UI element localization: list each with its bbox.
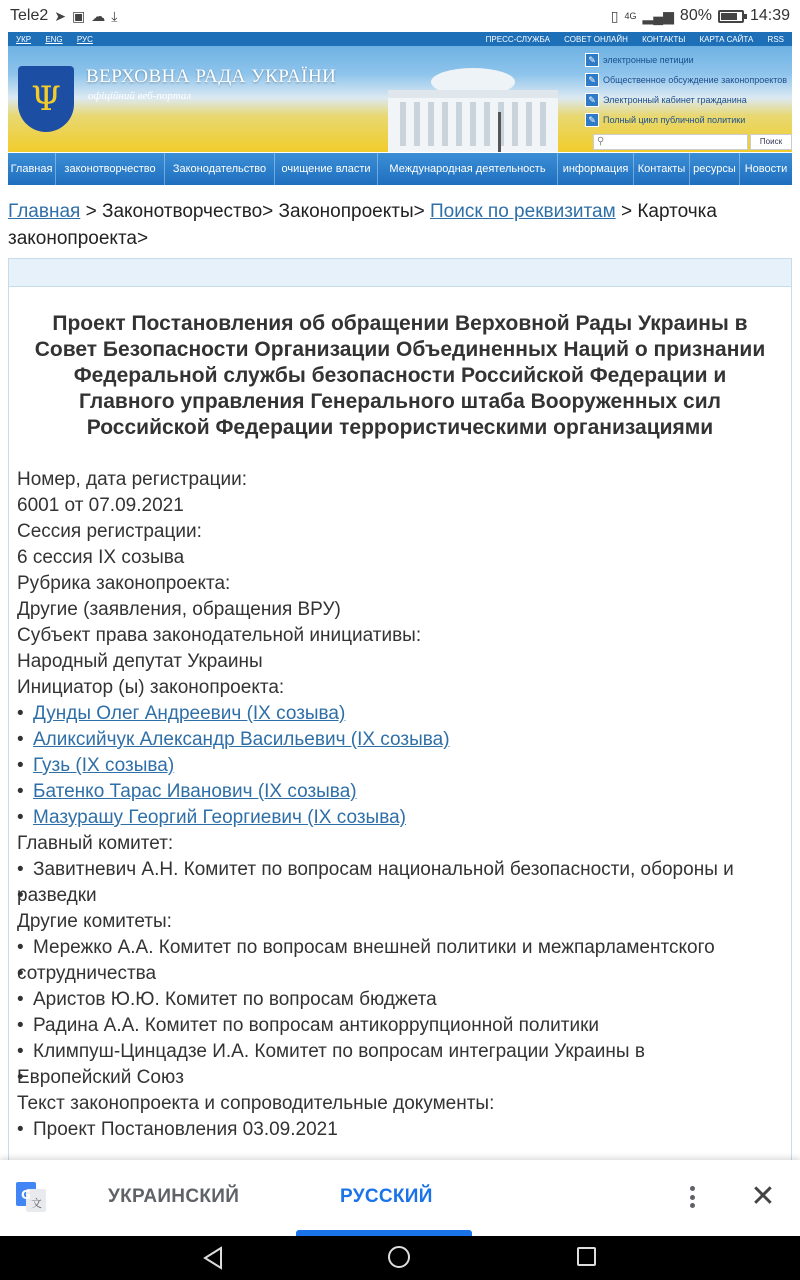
other-committees-label: Другие комитеты: [17, 911, 172, 932]
nav-item-lustration[interactable]: очищение власти [275, 153, 378, 185]
target-language-tab[interactable]: РУССКИЙ [340, 1186, 433, 1207]
nav-item-home[interactable]: Главная [8, 153, 56, 185]
list-item [17, 701, 791, 727]
status-bar [0, 0, 800, 32]
committee-item-cont: • сотрудничества [17, 961, 791, 987]
parliament-building-image [348, 52, 588, 152]
nav-item-information[interactable]: информация [558, 153, 634, 185]
breadcrumb-current: > Карточка законопроекта> [8, 201, 717, 249]
citizen-cabinet-link[interactable]: ✎ Электронный кабинет гражданина [583, 90, 792, 110]
initiator-link[interactable]: Мазурашу Георгий Георгиевич (IX созыва) [33, 807, 406, 828]
nav-item-international[interactable]: Международная деятельность [378, 153, 558, 185]
petitions-link[interactable]: ✎ электронные петиции [583, 50, 792, 70]
main-committee-item: • Завитневич А.Н. Комитет по вопросам национальной безопасности, обороны и [17, 857, 791, 883]
council-online-link[interactable]: СОВЕТ ОНЛАЙН [564, 34, 628, 44]
site-subtitle: офіційний веб-портал [88, 90, 192, 102]
header-search [593, 134, 792, 150]
battery-percent: 80% [679, 7, 712, 24]
public-discussion-link[interactable]: ✎ Общественное обсуждение законопроектов [583, 70, 792, 90]
committee-item: • Климпуш-Цинцадзе И.А. Комитет по вопросам интеграции Украины в [17, 1039, 791, 1065]
network-type: 4G [624, 11, 637, 21]
breadcrumb [8, 198, 792, 252]
rss-link[interactable]: RSS [767, 34, 784, 44]
lang-rus-link[interactable]: РУС [76, 34, 93, 44]
committee-item: • Мережко А.А. Комитет по вопросам внешней политики и межпарламентского [17, 935, 791, 961]
press-service-link[interactable]: ПРЕСС-СЛУЖБА [485, 34, 550, 44]
lang-ukr-link[interactable]: УКР [16, 34, 32, 44]
list-item [17, 727, 791, 753]
signal-icon: ▂▄▆ [642, 7, 674, 24]
source-language-tab[interactable]: УКРАИНСКИЙ [108, 1186, 240, 1207]
policy-icon: ✎ [585, 113, 599, 127]
initiators-label: Инициатор (ы) законопроекта: [17, 677, 285, 698]
contacts-link[interactable]: КОНТАКТЫ [642, 34, 686, 44]
docs-label: Текст законопроекта и сопроводительные документы: [17, 1093, 495, 1114]
lang-eng-link[interactable]: ENG [45, 34, 63, 44]
download-icon: ⤓ [111, 7, 118, 24]
bill-fields [17, 467, 791, 1143]
session-value: 6 сессия IX созыва [17, 547, 185, 568]
bill-card-header [9, 259, 791, 287]
bill-title: Проект Постановления об обращении Верховной Рады Украины в Совет Безопасности Организации Объединенных Наций о признании Федеральной службы безопасности Российской Федерации и Главного управления Генерального штаба Вооруженных сил Российской Федерации террористическими организациями [34, 312, 766, 439]
nav-item-contacts[interactable]: Контакты [634, 153, 690, 185]
initiator-link[interactable]: Дунды Олег Андреевич (IX созыва) [33, 703, 346, 724]
reg-label: Номер, дата регистрации: [17, 469, 248, 490]
breadcrumb-search-link[interactable]: Поиск по реквизитам [430, 201, 616, 222]
initiator-link[interactable]: Гузь (IX созыва) [33, 755, 175, 776]
committee-item-cont: • Европейский Союз [17, 1065, 791, 1091]
search-input[interactable] [593, 134, 748, 150]
rubric-label: Рубрика законопроекта: [17, 573, 231, 594]
nav-item-legislation[interactable]: Законодательство [165, 153, 275, 185]
policy-cycle-link[interactable]: ✎ Полный цикл публичной политики [583, 110, 792, 130]
nav-item-resources[interactable]: ресурсы [690, 153, 740, 185]
cabinet-icon: ✎ [585, 93, 599, 107]
rubric-value: Другие (заявления, обращения ВРУ) [17, 599, 341, 620]
initiator-link[interactable]: Батенко Тарас Иванович (IX созыва) [33, 781, 357, 802]
nav-item-lawmaking[interactable]: законотворчество [56, 153, 165, 185]
carrier-label: Tele2 [10, 7, 49, 24]
list-item [17, 779, 791, 805]
google-translate-icon[interactable] [16, 1182, 46, 1212]
header-topline [8, 32, 792, 46]
svg-text:G: G [21, 1188, 31, 1202]
petition-icon: ✎ [585, 53, 599, 67]
close-icon[interactable]: ✕ [750, 1180, 776, 1213]
back-icon[interactable] [202, 1246, 224, 1270]
site-header [8, 32, 792, 152]
battery-icon [718, 10, 744, 23]
main-committee-item-cont: • разведки [17, 883, 791, 909]
top-links [474, 35, 784, 44]
breadcrumb-path: > Законотворчество> Законопроекты> [80, 201, 430, 222]
home-icon[interactable] [388, 1246, 410, 1268]
svg-text:文: 文 [31, 1197, 42, 1210]
main-committee-label: Главный комитет: [17, 833, 174, 854]
site-title[interactable]: ВЕРХОВНА РАДА УКРАЇНИ [86, 66, 337, 87]
list-item [17, 805, 791, 831]
nav-item-news[interactable]: Новости [744, 163, 788, 175]
subject-label: Субъект права законодательной инициативы: [17, 625, 422, 646]
session-label: Сессия регистрации: [17, 521, 202, 542]
breadcrumb-home-link[interactable]: Главная [8, 201, 81, 222]
vibrate-icon: ▯ [610, 7, 619, 24]
bill-card [8, 258, 792, 1168]
initiator-link[interactable]: Аликсийчук Александр Васильевич (IX созыва) [33, 729, 450, 750]
translate-bar [0, 1160, 800, 1236]
clock: 14:39 [749, 7, 790, 24]
committee-item: • Радина А.А. Комитет по вопросам антикоррупционной политики [17, 1013, 791, 1039]
subject-value: Народный депутат Украины [17, 651, 263, 672]
more-options-icon[interactable] [682, 1182, 702, 1212]
list-item [17, 753, 791, 779]
image-icon: ▣ [71, 7, 86, 24]
system-nav-bar [0, 1236, 800, 1280]
document-item[interactable]: • Проект Постановления 03.09.2021 [17, 1117, 791, 1143]
committee-item: • Аристов Ю.Ю. Комитет по вопросам бюджета [17, 987, 791, 1013]
discussion-icon: ✎ [585, 73, 599, 87]
coat-of-arms-icon[interactable]: Ψ [18, 66, 74, 132]
language-links [16, 35, 105, 44]
telegram-icon: ➤ [54, 7, 66, 24]
cloud-icon: ☁ [91, 7, 106, 24]
sitemap-link[interactable]: КАРТА САЙТА [699, 34, 754, 44]
search-button[interactable]: Поиск [750, 134, 792, 150]
recent-apps-icon[interactable] [577, 1247, 596, 1266]
reg-value: 6001 от 07.09.2021 [17, 495, 184, 516]
main-nav [8, 153, 792, 185]
